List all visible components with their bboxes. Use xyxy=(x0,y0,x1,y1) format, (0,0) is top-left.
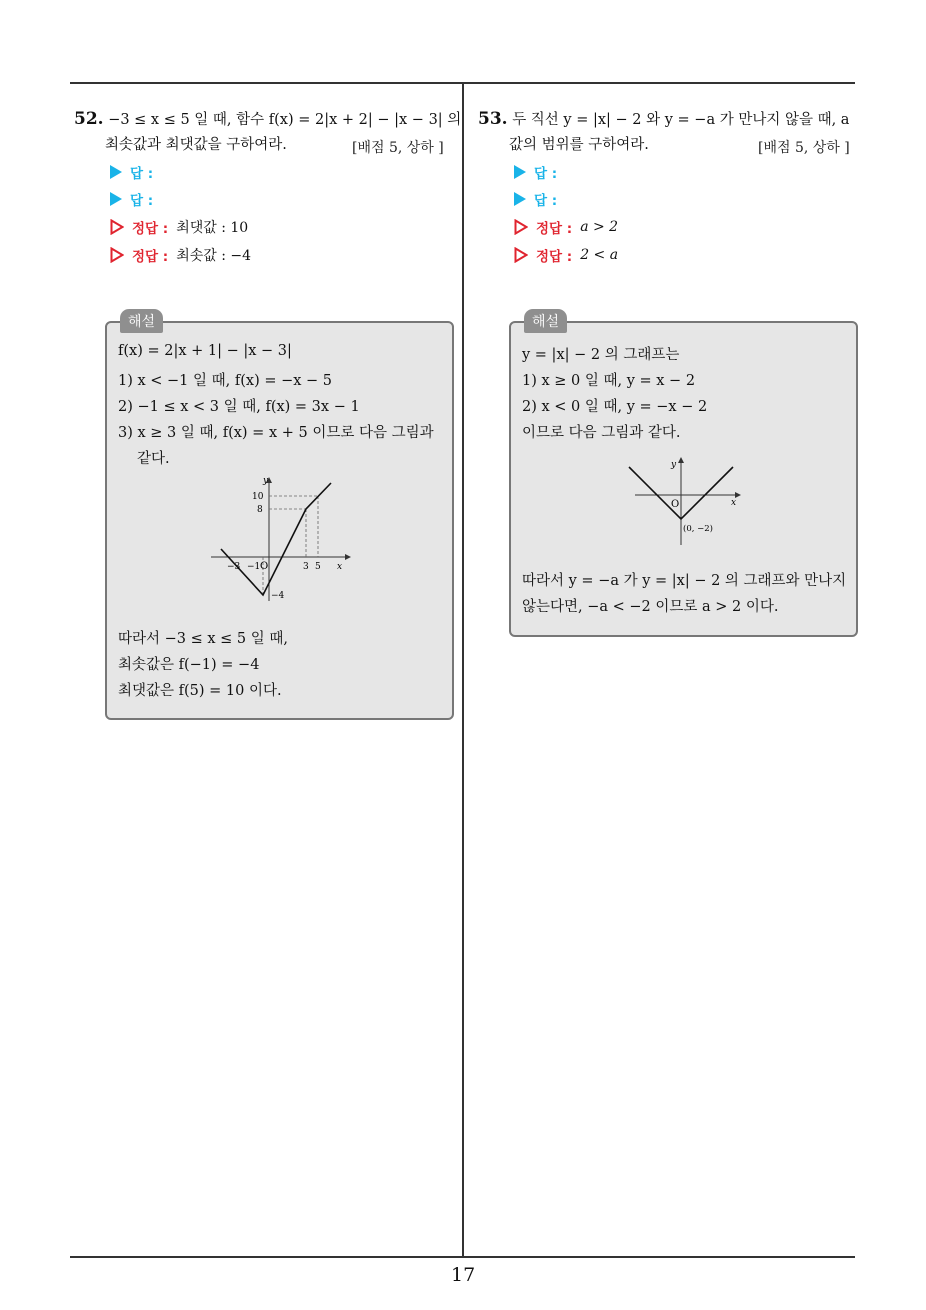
q52-sol-line-6: 따라서 −3 ≤ x ≤ 5 일 때, xyxy=(118,631,288,647)
answer-label: 답 : xyxy=(130,166,154,182)
q53-graph xyxy=(623,453,748,549)
q53-correct-value-1: a > 2 xyxy=(580,219,619,235)
answer-marker-icon xyxy=(110,192,122,206)
q52-sol-line-4: 3) x ≥ 3 일 때, f(x) = x + 5 이므로 다음 그림과 xyxy=(118,425,434,441)
correct-marker-icon xyxy=(514,219,528,235)
q52-correct-row-1 xyxy=(110,216,248,238)
q53-correct-row-2 xyxy=(514,244,618,266)
answer-label: 답 : xyxy=(534,166,558,182)
q53-text-line2: 값의 범위를 구하여라. xyxy=(509,137,649,153)
q52-solution-tag: 해설 xyxy=(120,309,163,333)
q52-sol-line-3: 2) −1 ≤ x < 3 일 때, f(x) = 3x − 1 xyxy=(118,399,360,415)
q52-answer-row-2[interactable] xyxy=(110,188,153,210)
q53-answer-row-1[interactable] xyxy=(514,161,557,183)
column-divider xyxy=(462,82,464,1257)
q53-solution-box xyxy=(509,321,858,637)
q52-answer-row-1[interactable] xyxy=(110,161,153,183)
page-number: 17 xyxy=(451,1264,476,1286)
answer-label: 답 : xyxy=(534,193,558,209)
q52-graph-tick-5: 5 xyxy=(315,562,321,572)
q52-text-line2: 최솟값과 최댓값을 구하여라. xyxy=(105,137,287,153)
q52-text-line1: −3 ≤ x ≤ 5 일 때, 함수 f(x) = 2|x + 2| − |x − 3| 의 xyxy=(108,112,462,128)
bottom-rule xyxy=(70,1256,855,1258)
answer-marker-icon xyxy=(514,192,526,206)
q53-solution-tag: 해설 xyxy=(524,309,567,333)
q53-sol-line-6: 않는다면, −a < −2 이므로 a > 2 이다. xyxy=(522,599,779,615)
correct-label: 정답 : xyxy=(536,249,573,265)
q52-graph-tick-8: 8 xyxy=(257,505,263,515)
q53-line1 xyxy=(478,106,849,134)
q53-text-line1: 두 직선 y = |x| − 2 와 y = −a 가 만나지 않을 때, a xyxy=(512,112,850,128)
q53-graph-y-label: y xyxy=(671,460,677,470)
q52-number: 52. xyxy=(74,109,104,129)
correct-marker-icon xyxy=(514,247,528,263)
q52-graph-tick-10: 10 xyxy=(252,492,264,502)
q53-graph-x-label: x xyxy=(731,498,737,508)
q52-sol-line-2: 1) x < −1 일 때, f(x) = −x − 5 xyxy=(118,373,333,389)
q53-sol-line-3: 2) x < 0 일 때, y = −x − 2 xyxy=(522,399,708,415)
q53-sol-line-1: y = |x| − 2 의 그래프는 xyxy=(522,347,680,363)
correct-label: 정답 : xyxy=(536,221,573,237)
q52-sol-line-1: f(x) = 2|x + 1| − |x − 3| xyxy=(118,343,292,359)
q53-answer-row-2[interactable] xyxy=(514,188,557,210)
correct-marker-icon xyxy=(110,247,124,263)
q52-graph-tick-m1: −1 xyxy=(247,562,261,572)
correct-marker-icon xyxy=(110,219,124,235)
answer-marker-icon xyxy=(514,165,526,179)
q52-graph-tick-m4: −4 xyxy=(271,591,285,601)
q53-sol-line-4: 이므로 다음 그림과 같다. xyxy=(522,425,681,441)
q52-graph-x-label: x xyxy=(337,562,343,572)
q52-correct-row-2 xyxy=(110,244,251,266)
correct-label: 정답 : xyxy=(132,221,169,237)
correct-label: 정답 : xyxy=(132,249,169,265)
q52-graph-y-label: y xyxy=(263,476,269,486)
q52-solution-box xyxy=(105,321,454,720)
q53-meta: [배점 5, 상하 ] xyxy=(758,140,850,156)
q52-line1 xyxy=(74,106,461,134)
q52-graph-tick-m3: −3 xyxy=(227,562,241,572)
q52-meta: [배점 5, 상하 ] xyxy=(352,140,444,156)
q52-correct-value-1: 최댓값 : 10 xyxy=(176,220,249,236)
q53-graph-origin: O xyxy=(671,499,680,510)
q53-graph-vertex-label: (0, −2) xyxy=(683,524,713,534)
q52-graph xyxy=(211,471,361,607)
q52-graph-tick-3: 3 xyxy=(303,562,309,572)
q52-sol-line-7: 최솟값은 f(−1) = −4 xyxy=(118,657,260,673)
answer-marker-icon xyxy=(110,165,122,179)
q52-sol-line-8: 최댓값은 f(5) = 10 이다. xyxy=(118,683,282,699)
q53-number: 53. xyxy=(478,109,508,129)
q53-correct-row-1 xyxy=(514,216,618,238)
q53-sol-line-5: 따라서 y = −a 가 y = |x| − 2 의 그래프와 만나지 xyxy=(522,573,847,589)
q52-sol-line-5: 같다. xyxy=(137,451,170,467)
q52-correct-value-2: 최솟값 : −4 xyxy=(176,248,252,264)
q52-graph-origin: O xyxy=(260,561,269,572)
q53-sol-line-2: 1) x ≥ 0 일 때, y = x − 2 xyxy=(522,373,696,389)
answer-label: 답 : xyxy=(130,193,154,209)
q53-correct-value-2: 2 < a xyxy=(580,247,619,263)
